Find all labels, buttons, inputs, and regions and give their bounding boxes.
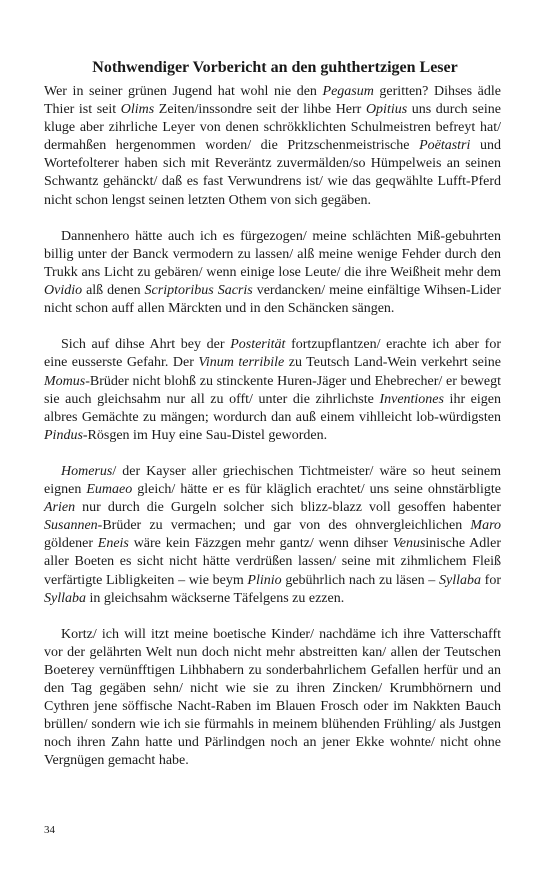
- italic-text: Scriptoribus Sacris: [144, 283, 253, 299]
- page-number: 34: [44, 824, 55, 836]
- text-run: -Rösgen im Huy eine Sau-Distel geworden.: [82, 427, 328, 443]
- italic-text: Susannen: [44, 518, 98, 534]
- text-run: for: [481, 572, 501, 588]
- italic-text: Posterität: [230, 337, 286, 353]
- paragraph: [44, 83, 501, 210]
- italic-text: Venus: [392, 536, 426, 552]
- text-run: -Brüder zu vermachen; und gar von des ohnvergleichlichen: [97, 518, 471, 534]
- italic-text: Ovidio: [44, 283, 83, 299]
- text-run: inische Adler aller Boeten es sicht nicht hätte verdrüßen lassen/ seine mit zihmlichem Fleiß verfärtigte Libligkeiten – wie beym: [44, 536, 501, 588]
- text-run: göldener: [44, 536, 98, 552]
- text-run: Zeiten/inssondre seit der lihbe Herr: [154, 102, 366, 118]
- text-run: alß denen: [82, 283, 145, 299]
- italic-text: Eumaeo: [86, 482, 133, 498]
- text-run: gebührlich nach zu läsen –: [281, 572, 439, 588]
- paragraph-gap: [44, 445, 501, 463]
- text-run: Dannenhero hätte auch ich es fürgezogen/ meine schlächten Miß-gebuhrten billig unter der Banck vermodern zu lassen/ alß meine wenige Fehder durch den Trukk ans Licht zu gebären/ wenn einige lose Leute/ die ihre Weißheit mehr dem: [44, 228, 501, 280]
- italic-text: Opitius: [365, 102, 408, 118]
- paragraph-gap: [44, 210, 501, 228]
- chapter-title: Nothwendiger Vorbericht an den guhthertzigen Leser: [92, 59, 458, 76]
- italic-text: Arien: [44, 500, 76, 516]
- italic-text: Maro: [470, 518, 501, 534]
- paragraph-gap: [44, 318, 501, 336]
- text-run: zu Teutsch Land-Wein verkehrt seine: [284, 355, 501, 371]
- body-text: [44, 83, 501, 771]
- text-run: Sich auf dihse Ahrt bey der: [61, 337, 231, 353]
- text-run: nur durch die Gurgeln solcher sich blizz-blazz voll gesoffen habenter: [75, 500, 501, 516]
- paragraph: [44, 626, 501, 771]
- italic-text: Olims: [120, 102, 155, 118]
- text-run: gleich/ hätte er es für kläglich erachtet/ uns seine ohnstärbligte: [132, 482, 501, 498]
- text-run: wäre kein Fäzzgen mehr gantz/ wenn dihser: [128, 536, 393, 552]
- paragraph-gap: [44, 608, 501, 626]
- paragraph: [44, 336, 501, 445]
- text-run: verdancken/ meine einfältige Wihsen-Lider nicht schon auff allen Märckten und in den Schäncken sängen.: [44, 283, 501, 317]
- italic-text: Poëtastri: [419, 138, 471, 154]
- italic-text: Homerus: [61, 463, 113, 479]
- text-run: in gleichsahm wäckserne Täfelgens zu ezzen.: [86, 590, 345, 606]
- italic-text: Vinum terribile: [198, 355, 285, 371]
- italic-text: Plinio: [247, 572, 282, 588]
- italic-text: Pindus: [44, 427, 83, 443]
- text-run: fortzupflantzen/ erachte ich aber for eine eusserste Gefahr. Der: [44, 337, 502, 371]
- italic-text: Pegasum: [322, 84, 374, 99]
- italic-text: Syllaba: [44, 590, 86, 606]
- italic-text: Syllaba: [439, 572, 481, 588]
- italic-text: Eneis: [97, 536, 129, 552]
- paragraph: [44, 228, 501, 318]
- text-run: Wer in seiner grünen Jugend hat wohl nie den: [44, 84, 323, 99]
- italic-text: Momus: [44, 373, 86, 389]
- text-run: / der Kayser aller griechischen Tichtmeister/ wäre so heut seinem eignen: [44, 463, 501, 498]
- text-run: Kortz/ ich will itzt meine boetische Kinder/ nachdäme ich ihre Vatterschafft vor der gelährten Welt nun doch nicht mehr abstreitten kan/ allen der Teutschen Boeterey vernünfftigen Lihbhabern zu sonderbahrlichem Gefallen herfür und an den Tag gegäben sehn/ nicht wie sie zu ihren Zincken/ Krumbhörnern und Cythren jene söffische Nacht-Raben im Blauen Frosch oder im Nakkten Bauch brüllen/ sondern wie ich sie fürmahls in meinem blühenden Frühling/ als Justgen noch ihren Zahn hatte und Pärlindgen noch an jener Ekke wohnte/ nicht ohne Vergnügen gemacht habe.: [44, 626, 501, 769]
- text-run: und Wortefolterer haben sich mit Reveräntz zuvermälden/so Hümpelweis an seinen Schwantz gehänckt/ daß es fast Verwundrens ist/ wie das geqwählte Lufft-Pferd nicht schon lengst seinen letzten Othem von sich gegäben.: [44, 138, 501, 208]
- italic-text: Inventiones: [379, 391, 444, 407]
- paragraph: [44, 463, 501, 608]
- text-run: ihr eigen albres Gemächte zu mängen; wordurch dan auß einem vihlleicht lob-würdigsten: [44, 391, 501, 425]
- text-run: geritten? Dihses ädle Thier ist seit: [44, 84, 501, 118]
- text-run: -Brüder nicht blohß zu stinckente Huren-Jäger und Ehebrecher/ er bewegt sie auch gleichsahm nur all zu offt/ unter die zihrlichste: [44, 373, 501, 407]
- text-run: uns durch seine kluge aber zihrliche Leyer von denen schrökklichten Schulmeistren befreyt hat/ dermahßen hergenommen worden/ die Pritzschenmeistrische: [44, 102, 501, 154]
